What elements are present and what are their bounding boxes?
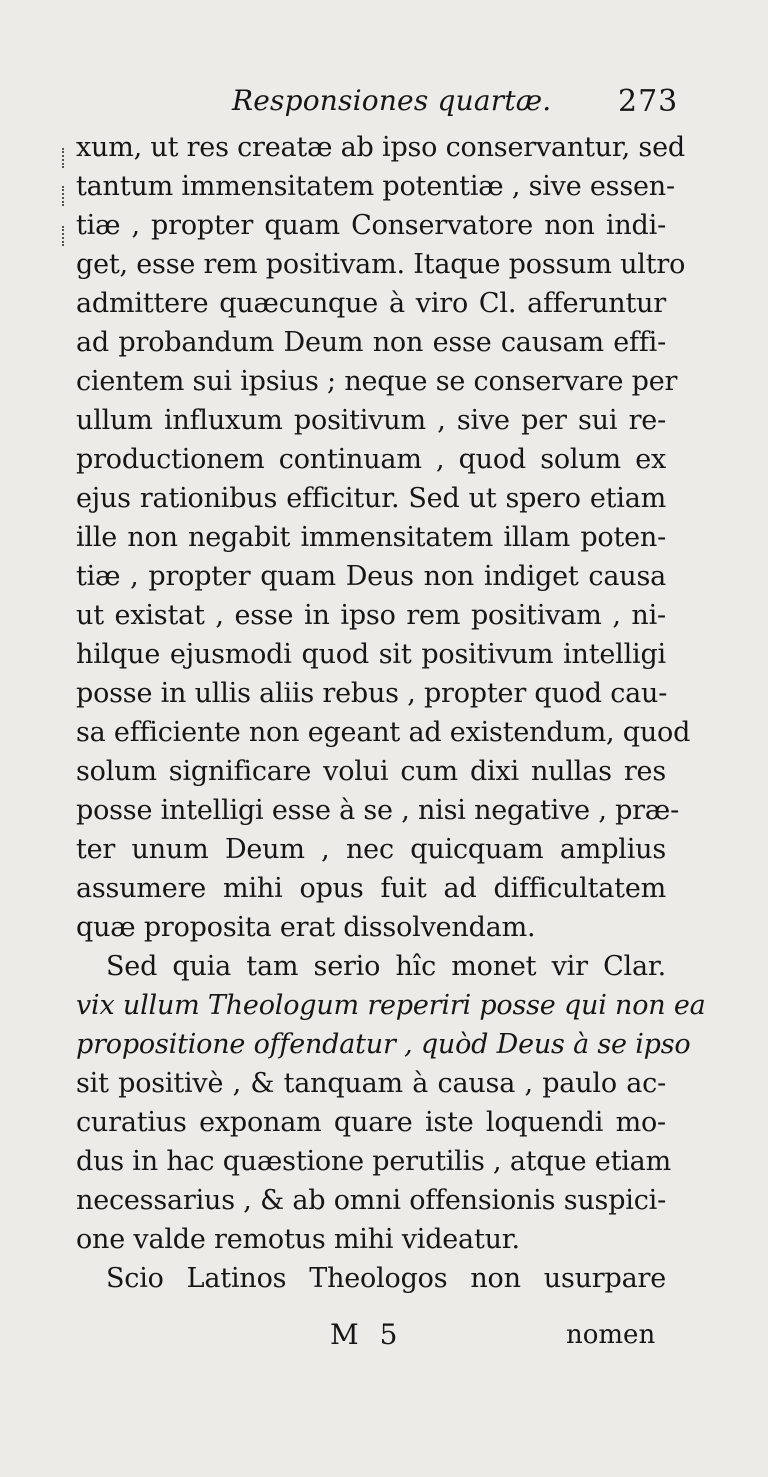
margin-mark [62, 186, 70, 206]
text-line: ad probandum Deum non esse causam effi- [76, 327, 666, 358]
margin-mark [62, 226, 70, 246]
text-line: cientem sui ipsius ; neque se conservare per [76, 366, 678, 397]
running-head: Responsiones quartæ. [232, 84, 552, 117]
signature-mark: M 5 [330, 1318, 404, 1351]
text-line: tiæ , propter quam Conservatore non indi- [76, 210, 666, 241]
text-line: ut existat , esse in ipso rem positivam , ni- [76, 600, 666, 631]
body-text [76, 128, 706, 1298]
text-line: posse in ullis aliis rebus , propter quod cau- [76, 678, 668, 709]
text-line: dus in hac quæstione perutilis , atque etiam [76, 1146, 671, 1177]
text-line: assumere mihi opus fuit ad difficultatem [76, 873, 666, 904]
text-line: ille non negabit immensitatem illam poten- [76, 522, 666, 553]
text-line: one valde remotus mihi videatur. [76, 1224, 520, 1255]
text-line: sa efficiente non egeant ad existendum, quod [76, 717, 691, 748]
text-line: tantum immensitatem potentiæ , sive essen- [76, 171, 675, 202]
text-line: productionem continuam , quod solum ex [76, 444, 666, 475]
text-line: Scio Latinos Theologos non usurpare [106, 1263, 666, 1294]
margin-mark [62, 148, 70, 168]
text-line: ejus rationibus efficitur. Sed ut spero etiam [76, 483, 666, 514]
text-line: curatius exponam quare iste loquendi mo- [76, 1107, 666, 1138]
text-line: propositione offendatur , quòd Deus à se ipso [76, 1029, 691, 1060]
text-line: tiæ , propter quam Deus non indiget causa [76, 561, 666, 592]
text-line: sit positivè , & tanquam à causa , paulo ac- [76, 1068, 666, 1099]
text-line: vix ullum Theologum reperiri posse qui non ea [76, 990, 706, 1021]
text-line: admittere quæcunque à viro Cl. afferuntur [76, 288, 666, 319]
text-line: quæ proposita erat dissolvendam. [76, 912, 536, 943]
page-number: 273 [618, 84, 679, 119]
text-line: posse intelligi esse à se , nisi negative , præ- [76, 795, 679, 826]
text-line: Sed quia tam serio hîc monet vir Clar. [106, 951, 666, 982]
catchword: nomen [566, 1320, 656, 1350]
text-line: hilque ejusmodi quod sit positivum intelligi [76, 639, 666, 670]
text-line: xum, ut res creatæ ab ipso conservantur, sed [76, 132, 685, 163]
text-line: get, esse rem positivam. Itaque possum ultro [76, 249, 686, 280]
text-line: necessarius , & ab omni offensionis suspici- [76, 1185, 666, 1216]
page-header [0, 84, 768, 124]
text-line: solum significare volui cum dixi nullas res [76, 756, 666, 787]
text-line: ter unum Deum , nec quicquam amplius [76, 834, 666, 865]
page-footer [0, 1318, 768, 1358]
text-line: ullum influxum positivum , sive per sui re- [76, 405, 666, 436]
